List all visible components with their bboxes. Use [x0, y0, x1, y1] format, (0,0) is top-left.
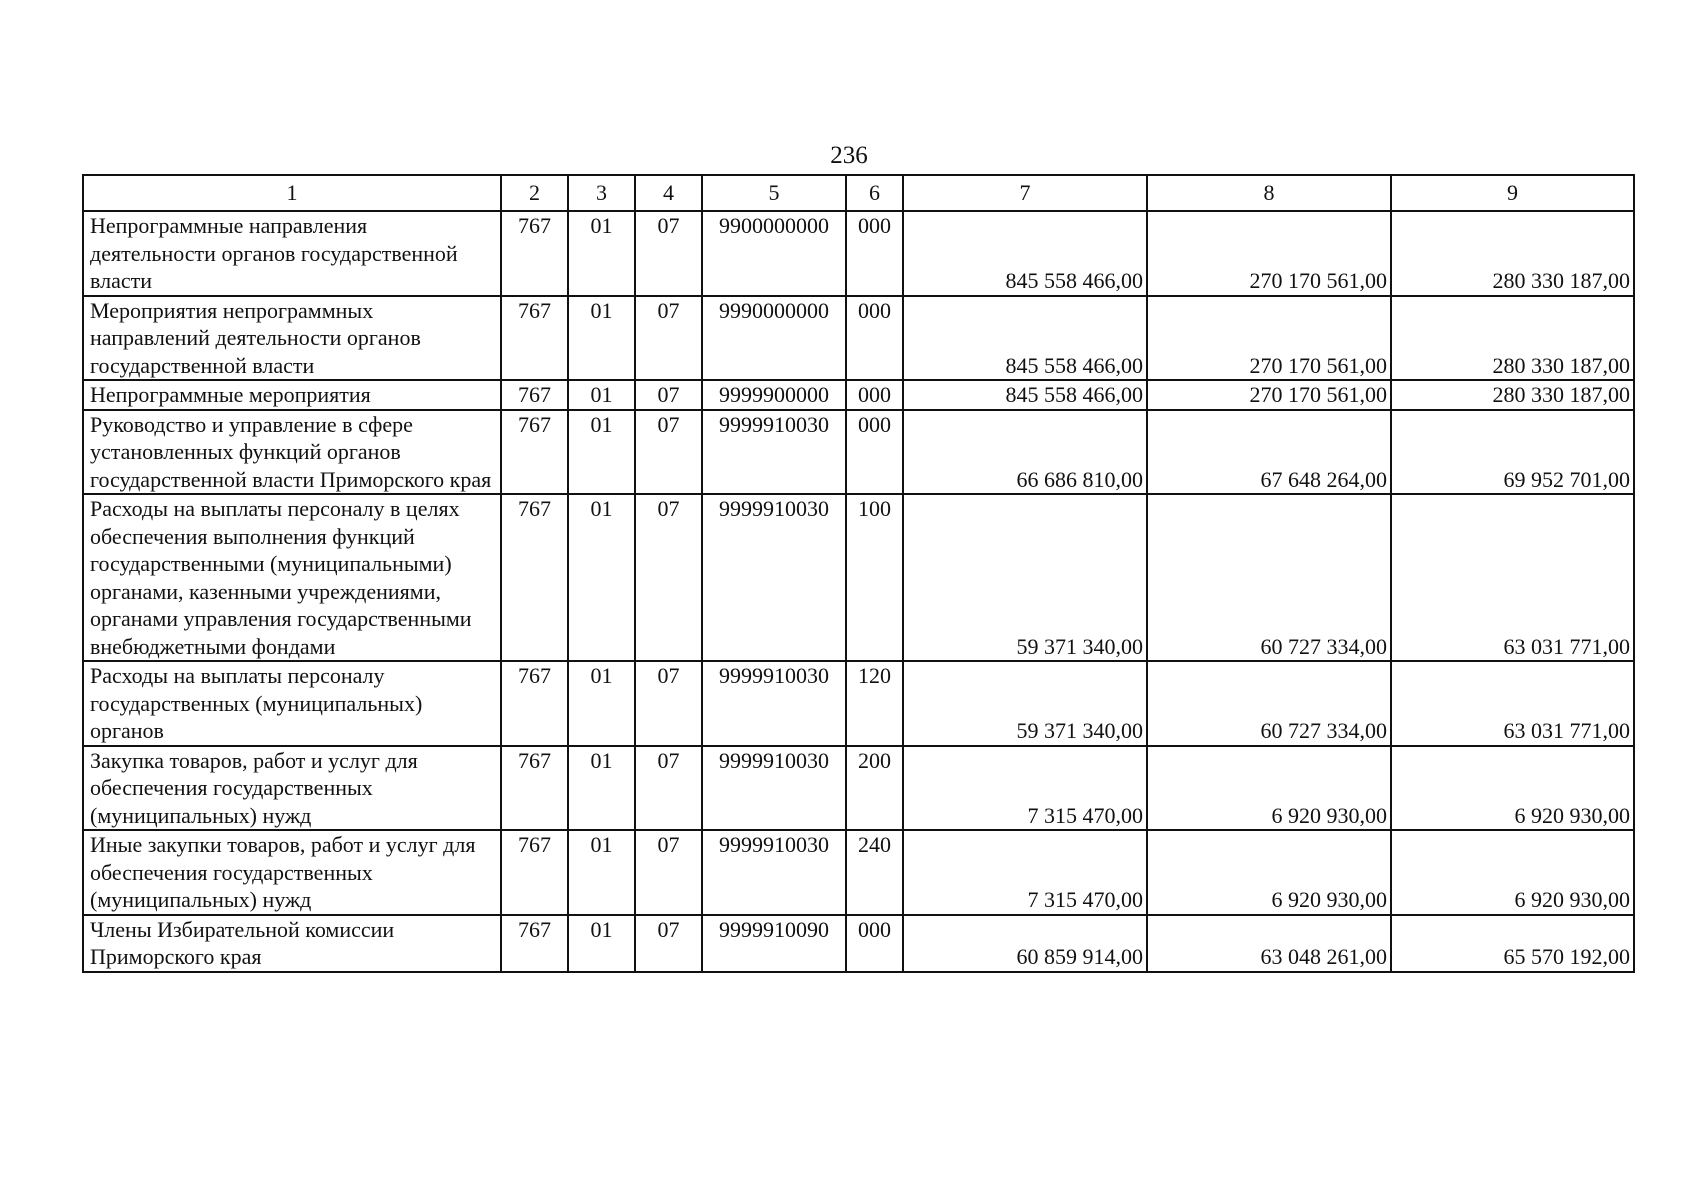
department-code: 767	[501, 296, 568, 381]
amount-col-8: 67 648 264,00	[1147, 410, 1391, 495]
amount-col-7: 7 315 470,00	[903, 746, 1147, 831]
table-row	[83, 410, 1634, 495]
department-code: 767	[501, 830, 568, 915]
department-code: 767	[501, 211, 568, 296]
column-header: 3	[568, 175, 635, 211]
column-header: 8	[1147, 175, 1391, 211]
amount-col-8: 270 170 561,00	[1147, 296, 1391, 381]
row-name: Мероприятия непрограммных направлений деятельности органов государственной власти	[83, 296, 501, 381]
section-code: 01	[568, 746, 635, 831]
column-header: 1	[83, 175, 501, 211]
amount-col-9: 65 570 192,00	[1391, 915, 1634, 972]
section-code: 01	[568, 661, 635, 746]
page-number: 236	[830, 142, 868, 169]
expense-type-code: 000	[846, 380, 903, 410]
amount-col-7: 59 371 340,00	[903, 661, 1147, 746]
column-number-header-row	[83, 175, 1634, 211]
expense-type-code: 000	[846, 211, 903, 296]
expense-type-code: 240	[846, 830, 903, 915]
department-code: 767	[501, 380, 568, 410]
target-article-code: 9999910090	[702, 915, 846, 972]
column-header: 5	[702, 175, 846, 211]
amount-col-9: 69 952 701,00	[1391, 410, 1634, 495]
amount-col-7: 845 558 466,00	[903, 211, 1147, 296]
amount-col-9: 63 031 771,00	[1391, 661, 1634, 746]
column-header: 2	[501, 175, 568, 211]
amount-col-9: 280 330 187,00	[1391, 211, 1634, 296]
target-article-code: 9999910030	[702, 494, 846, 661]
target-article-code: 9999900000	[702, 380, 846, 410]
target-article-code: 9990000000	[702, 296, 846, 381]
section-code: 01	[568, 915, 635, 972]
target-article-code: 9999910030	[702, 746, 846, 831]
table-row	[83, 211, 1634, 296]
table-row	[83, 494, 1634, 661]
subsection-code: 07	[635, 380, 702, 410]
table-row	[83, 661, 1634, 746]
subsection-code: 07	[635, 494, 702, 661]
table-row	[83, 830, 1634, 915]
column-header: 7	[903, 175, 1147, 211]
amount-col-8: 60 727 334,00	[1147, 661, 1391, 746]
table-row	[83, 746, 1634, 831]
budget-table	[82, 174, 1635, 973]
expense-type-code: 000	[846, 915, 903, 972]
subsection-code: 07	[635, 296, 702, 381]
amount-col-7: 66 686 810,00	[903, 410, 1147, 495]
department-code: 767	[501, 410, 568, 495]
target-article-code: 9999910030	[702, 410, 846, 495]
department-code: 767	[501, 661, 568, 746]
target-article-code: 9999910030	[702, 830, 846, 915]
subsection-code: 07	[635, 915, 702, 972]
subsection-code: 07	[635, 746, 702, 831]
row-name: Расходы на выплаты персоналу в целях обеспечения выполнения функций государственными (муниципальными) органами, казенными учреждениями, органами управления государственными внебюджетными фондами	[83, 494, 501, 661]
row-name: Непрограммные мероприятия	[83, 380, 501, 410]
row-name: Расходы на выплаты персоналу государственных (муниципальных) органов	[83, 661, 501, 746]
section-code: 01	[568, 494, 635, 661]
amount-col-8: 270 170 561,00	[1147, 211, 1391, 296]
amount-col-7: 60 859 914,00	[903, 915, 1147, 972]
table-row	[83, 915, 1634, 972]
department-code: 767	[501, 746, 568, 831]
row-name: Иные закупки товаров, работ и услуг для обеспечения государственных (муниципальных) нужд	[83, 830, 501, 915]
subsection-code: 07	[635, 661, 702, 746]
amount-col-8: 63 048 261,00	[1147, 915, 1391, 972]
expense-type-code: 100	[846, 494, 903, 661]
amount-col-7: 59 371 340,00	[903, 494, 1147, 661]
expense-type-code: 120	[846, 661, 903, 746]
amount-col-9: 6 920 930,00	[1391, 830, 1634, 915]
expense-type-code: 200	[846, 746, 903, 831]
section-code: 01	[568, 410, 635, 495]
amount-col-8: 6 920 930,00	[1147, 830, 1391, 915]
section-code: 01	[568, 296, 635, 381]
amount-col-8: 6 920 930,00	[1147, 746, 1391, 831]
column-header: 6	[846, 175, 903, 211]
amount-col-9: 280 330 187,00	[1391, 296, 1634, 381]
amount-col-9: 280 330 187,00	[1391, 380, 1634, 410]
row-name: Руководство и управление в сфере установленных функций органов государственной власти Приморского края	[83, 410, 501, 495]
target-article-code: 9999910030	[702, 661, 846, 746]
section-code: 01	[568, 211, 635, 296]
amount-col-7: 7 315 470,00	[903, 830, 1147, 915]
amount-col-7: 845 558 466,00	[903, 380, 1147, 410]
department-code: 767	[501, 915, 568, 972]
subsection-code: 07	[635, 211, 702, 296]
row-name: Закупка товаров, работ и услуг для обеспечения государственных (муниципальных) нужд	[83, 746, 501, 831]
amount-col-7: 845 558 466,00	[903, 296, 1147, 381]
row-name: Члены Избирательной комиссии Приморского края	[83, 915, 501, 972]
amount-col-9: 6 920 930,00	[1391, 746, 1634, 831]
amount-col-8: 60 727 334,00	[1147, 494, 1391, 661]
amount-col-8: 270 170 561,00	[1147, 380, 1391, 410]
target-article-code: 9900000000	[702, 211, 846, 296]
amount-col-9: 63 031 771,00	[1391, 494, 1634, 661]
table-row	[83, 380, 1634, 410]
table-row	[83, 296, 1634, 381]
department-code: 767	[501, 494, 568, 661]
subsection-code: 07	[635, 830, 702, 915]
section-code: 01	[568, 380, 635, 410]
expense-type-code: 000	[846, 410, 903, 495]
row-name: Непрограммные направления деятельности органов государственной власти	[83, 211, 501, 296]
section-code: 01	[568, 830, 635, 915]
expense-type-code: 000	[846, 296, 903, 381]
column-header: 9	[1391, 175, 1634, 211]
subsection-code: 07	[635, 410, 702, 495]
column-header: 4	[635, 175, 702, 211]
